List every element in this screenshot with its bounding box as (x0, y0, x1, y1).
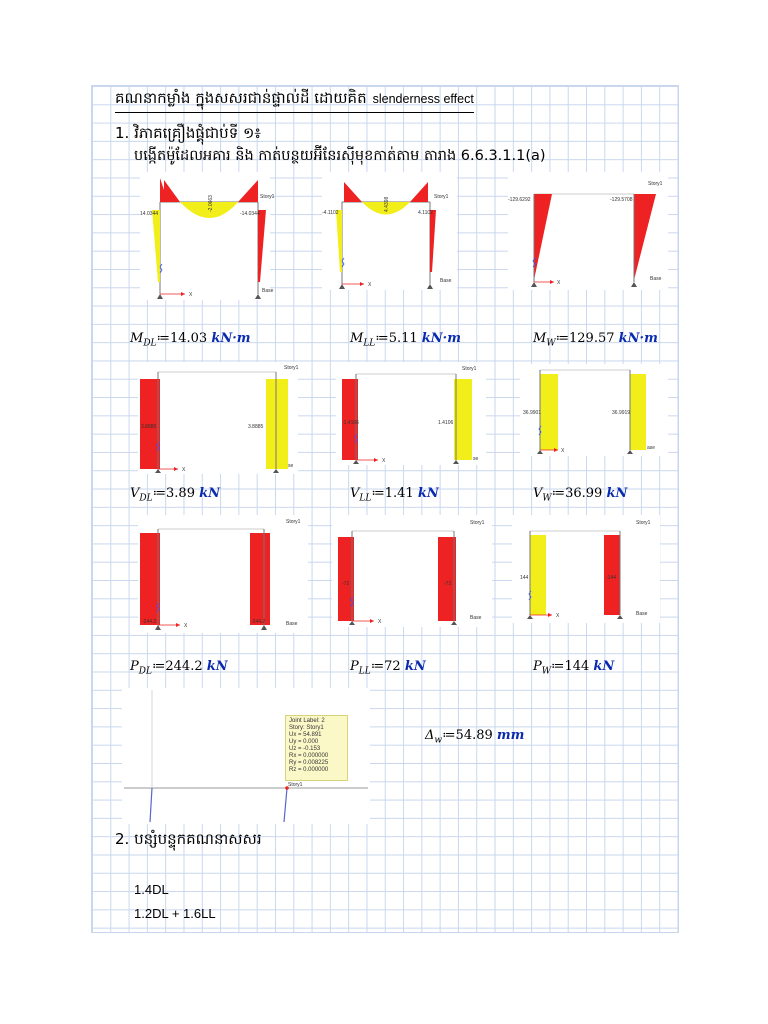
m-w-label-left: -129.6292 (508, 197, 531, 203)
svg-text:X: X (182, 467, 186, 473)
joint-info-line: Ry = 0.008225 (289, 760, 329, 766)
joint-info-line: Story: Story1 (289, 725, 324, 731)
v-w-base: ase (647, 445, 656, 451)
moment-diagram-w (508, 172, 668, 290)
m-ll-story: Story1 (434, 194, 449, 200)
formula-p-ll: $P_{LL}≔72$ kN (350, 659, 426, 677)
p-ll-base: Base (470, 615, 482, 621)
section1-heading: 1. វិភាគគ្រឿងផ្គុំជាប់ទី ១៖ (115, 124, 261, 142)
v-ll-base: se (473, 456, 479, 462)
p-ll-label-right: -72 (444, 581, 452, 587)
moment-diagram-dl (140, 172, 275, 300)
m-dl-label-mid: -2.0663 (208, 195, 214, 212)
svg-text:X: X (557, 280, 561, 286)
formula-v-ll: $V_{LL}≔1.41$ kN (350, 486, 439, 504)
m-ll-label-mid: 4.4398 (384, 196, 390, 212)
svg-text:X: X (561, 448, 565, 454)
load-combo-2: 1.2DL + 1.6LL (134, 906, 216, 921)
svg-text:X: X (368, 282, 372, 288)
p-dl-base: Base (286, 621, 298, 627)
v-dl-label-right: 3.8885 (248, 424, 264, 430)
formula-p-dl: $P_{DL}≔244.2$ kN (130, 659, 228, 677)
svg-text:X: X (382, 458, 386, 464)
formula-m-dl: $M_{DL}≔14.03$ kN·m (130, 331, 251, 349)
v-dl-story: Story1 (284, 365, 299, 371)
formula-m-w: $M_W≔129.57$ kN·m (533, 331, 658, 349)
v-ll-label-right: 1.4106 (438, 420, 454, 426)
joint-info-line: Uy = 0.000 (289, 739, 319, 745)
p-ll-label-left: -72 (342, 581, 350, 587)
m-dl-base: Base (262, 288, 274, 294)
m-ll-base: Base (440, 278, 452, 284)
p-w-label-right: -144 (606, 575, 617, 581)
shear-diagram-ll (336, 362, 486, 465)
v-dl-label-left: 3.8885 (141, 424, 157, 430)
p-w-base: Base (636, 611, 648, 617)
p-w-story: Story1 (636, 520, 651, 526)
p-w-label-left: 144 (520, 575, 529, 581)
shear-diagram-w (520, 364, 668, 456)
v-dl-base: se (288, 463, 294, 469)
load-combo-1: 1.4DL (134, 882, 169, 897)
p-dl-label-right: -244.2 (251, 619, 266, 625)
displacement-story: Story1 (288, 782, 303, 788)
svg-text:X: X (184, 623, 188, 629)
title-english: slenderness effect (372, 92, 474, 106)
m-ll-label-right: 4.1102 (418, 210, 433, 216)
v-w-label-right: 36.9919 (612, 410, 631, 416)
axial-diagram-ll (332, 515, 492, 627)
axial-diagram-dl (138, 515, 308, 633)
joint-info-line: Ux = 54.891 (289, 732, 322, 738)
joint-info-line: Joint Label: 2 (289, 718, 325, 724)
p-ll-story: Story1 (470, 520, 485, 526)
title-khmer: គណនាកម្លាំង ក្នុងសសរជាន់ផ្ទាល់ដី ដោយគិត (115, 89, 367, 107)
m-ll-label-left: -4.1102 (322, 210, 339, 216)
joint-info-tooltip (285, 715, 348, 781)
page-title (115, 89, 474, 113)
m-dl-label-left: 14.0344 (140, 211, 159, 217)
m-dl-story: Story1 (260, 194, 275, 200)
formula-delta-w: $\Delta_w≔54.89$ mm (425, 728, 525, 746)
m-w-label-right: -129.5708 (610, 197, 633, 203)
m-w-base: Base (650, 276, 662, 282)
v-ll-label-left: -1.4106 (342, 420, 359, 426)
section1-subtitle: បង្កើតម៉ូដែលអគារ និង កាត់បន្ថយអ៊ីនែរស៊ីមុខកាត់តាម តារាង 6.6.3.1.1(a) (134, 148, 546, 164)
formula-v-dl: $V_{DL}≔3.89$ kN (130, 486, 221, 504)
p-dl-label-left: -244.2 (142, 619, 157, 625)
formula-v-w: $V_W≔36.99$ kN (533, 486, 628, 504)
joint-info-line: Uz = -0.153 (289, 746, 321, 752)
moment-diagram-ll (322, 172, 457, 290)
section2-heading: 2. បន្សំបន្ទុកគណនាសសរ (115, 830, 262, 848)
svg-text:X: X (189, 292, 193, 298)
joint-info-line: Rz = 0.000000 (289, 767, 329, 773)
axial-diagram-w (512, 515, 660, 623)
v-ll-story: Story1 (462, 366, 477, 372)
v-w-label-left: 36.9901 (523, 410, 542, 416)
svg-text:X: X (556, 613, 560, 619)
m-w-story: Story1 (648, 181, 663, 187)
formula-p-w: $P_W≔144$ kN (533, 659, 615, 677)
formula-m-ll: $M_{LL}≔5.11$ kN·m (350, 331, 461, 349)
svg-text:X: X (378, 619, 382, 625)
shear-diagram-dl (138, 362, 298, 474)
m-dl-label-right: -14.0344 (240, 211, 260, 217)
joint-info-line: Rx = 0.000000 (289, 753, 329, 759)
p-dl-story: Story1 (286, 519, 301, 525)
